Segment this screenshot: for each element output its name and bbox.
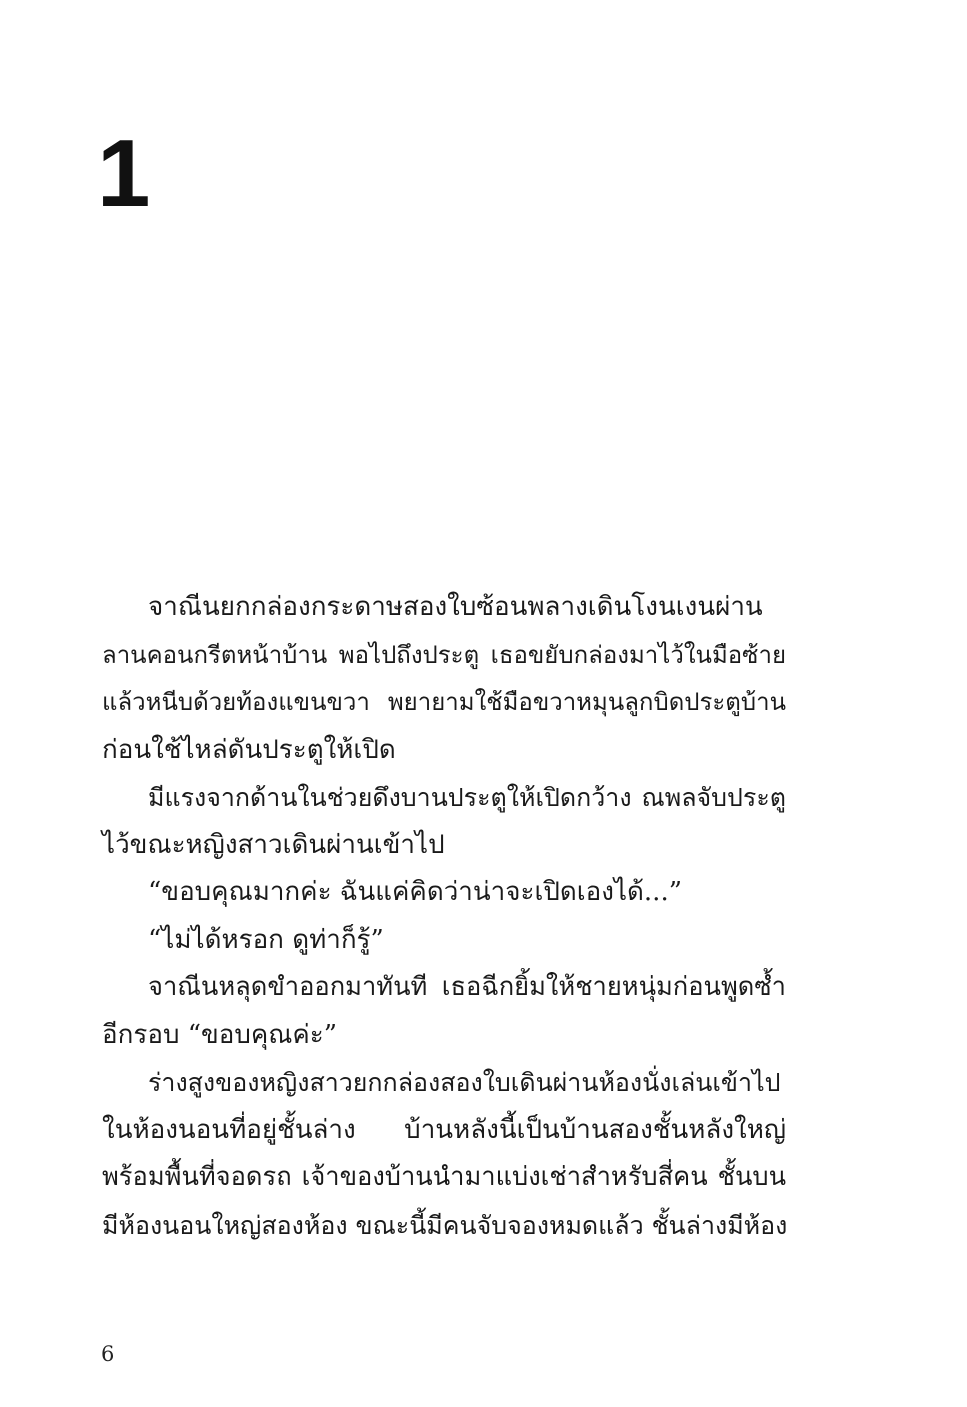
text-line: แล้วหนีบด้วยท้องแขนขวา พยายามใช้มือขวาหมุนลูกบิดประตูบ้าน — [102, 688, 786, 716]
body-text — [102, 584, 786, 1249]
page-number: 6 — [101, 1342, 115, 1366]
text-line: พร้อมพื้นที่จอดรถ เจ้าของบ้านนำมาแบ่งเช่าสำหรับสี่คน ชั้นบน — [102, 1162, 786, 1192]
text-line: ลานคอนกรีตหน้าบ้าน พอไปถึงประตู เธอขยับกล่องมาไว้ในมือซ้าย — [102, 640, 786, 669]
text-line: ในห้องนอนที่อยู่ชั้นล่าง บ้านหลังนี้เป็นบ้านสองชั้นหลังใหญ่ — [102, 1114, 786, 1145]
text-line: มีห้องนอนใหญ่สองห้อง ขณะนี้มีคนจับจองหมดแล้ว ชั้นล่างมีห้อง — [102, 1210, 788, 1240]
text-line: “ไม่ได้หรอก ดูท่าก็รู้” — [148, 924, 384, 955]
text-line: ร่างสูงของหญิงสาวยกกล่องสองใบเดินผ่านห้องนั่งเล่นเข้าไป — [148, 1068, 781, 1097]
text-line: อีกรอบ “ขอบคุณค่ะ” — [102, 1019, 338, 1050]
chapter-number: 1 — [97, 120, 149, 227]
text-line: ไว้ขณะหญิงสาวเดินผ่านเข้าไป — [102, 829, 445, 860]
text-line: จาณีนหลุดขำออกมาทันที เธอฉีกยิ้มให้ชายหนุ่มก่อนพูดซ้ำ — [148, 972, 786, 1002]
text-line: ก่อนใช้ไหล่ดันประตูให้เปิด — [102, 734, 396, 765]
text-line: มีแรงจากด้านในช่วยดึงบานประตูให้เปิดกว้าง ณพลจับประตู — [148, 783, 786, 812]
text-line: จาณีนยกกล่องกระดาษสองใบซ้อนพลางเดินโงนเงนผ่าน — [148, 592, 763, 622]
text-line: “ขอบคุณมากค่ะ ฉันแค่คิดว่าน่าจะเปิดเองได้...” — [148, 877, 683, 907]
